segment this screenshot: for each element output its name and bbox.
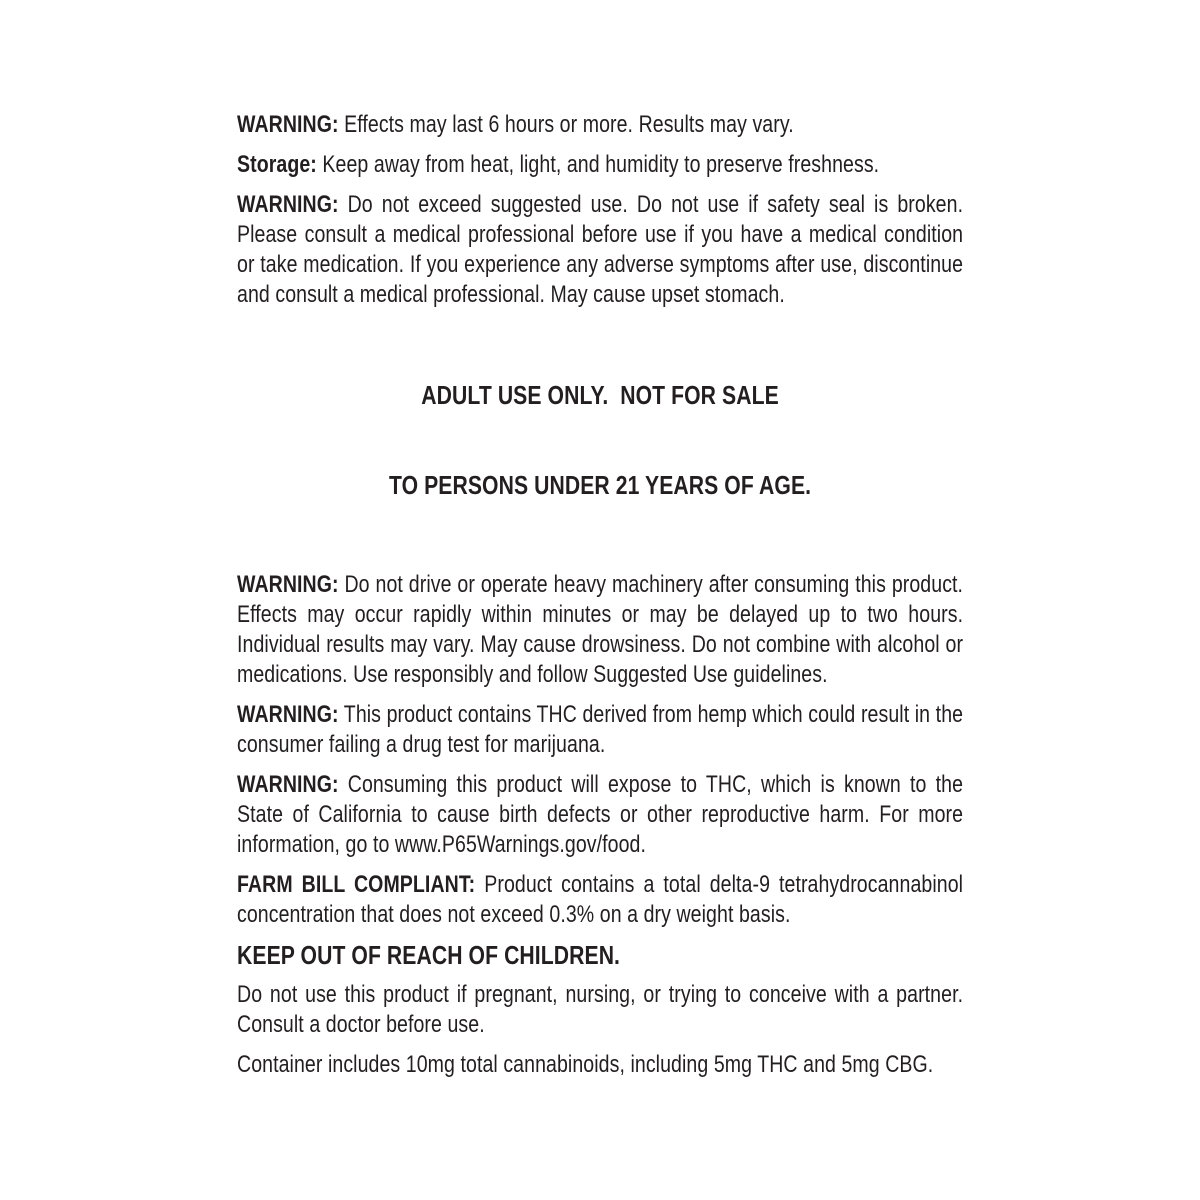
cannabinoid-content-paragraph: [237, 1050, 963, 1080]
warning-suggested-use-paragraph: [237, 190, 963, 310]
warning-prop65-paragraph: [237, 770, 963, 860]
adult-use-heading-line-1: ADULT USE ONLY. NOT FOR SALE: [421, 380, 779, 410]
farm-bill-paragraph: [237, 870, 963, 930]
paragraph-lead: WARNING:: [237, 771, 339, 798]
paragraph-lead: WARNING:: [237, 111, 339, 138]
keep-out-of-reach-heading: KEEP OUT OF REACH OF CHILDREN.: [237, 940, 621, 970]
paragraph-text: Do not use this product if pregnant, nursing, or trying to conceive with a partner. Consult a doctor before use.: [237, 981, 964, 1038]
paragraph-lead: WARNING:: [237, 571, 339, 598]
label-text-block: [237, 110, 963, 1090]
paragraph-text: Do not drive or operate heavy machinery after consuming this product. Effects may occur rapidly within minutes or may be delayed up to two hours. Individual results may vary. May cause drowsiness. Do not combine with alcohol or medications. Use responsibly and follow Suggested Use guidelines.: [237, 571, 964, 688]
paragraph-text: Keep away from heat, light, and humidity to preserve freshness.: [322, 151, 880, 178]
warning-machinery-paragraph: [237, 570, 963, 690]
paragraph-text: This product contains THC derived from hemp which could result in the consumer failing a drug test for marijuana.: [237, 701, 964, 758]
paragraph-text: Consuming this product will expose to THC, which is known to the State of California to cause birth defects or other reproductive harm. For more information, go to www.P65Warnings.gov/food.: [237, 771, 964, 858]
pregnancy-warning-paragraph: [237, 980, 963, 1040]
paragraph-lead: WARNING:: [237, 701, 339, 728]
paragraph-text: Product contains a total delta-9 tetrahydrocannabinol concentration that does not exceed 0.3% on a dry weight basis.: [237, 871, 964, 928]
paragraph-lead: Storage:: [237, 151, 317, 178]
storage-paragraph: [237, 150, 963, 180]
paragraph-lead: WARNING:: [237, 191, 339, 218]
paragraph-text: Container includes 10mg total cannabinoids, including 5mg THC and 5mg CBG.: [237, 1051, 934, 1078]
adult-use-heading-line-2: TO PERSONS UNDER 21 YEARS OF AGE.: [388, 470, 812, 500]
paragraph-lead: FARM BILL COMPLIANT:: [237, 871, 476, 898]
warning-effects-paragraph: [237, 110, 963, 140]
paragraph-text: Effects may last 6 hours or more. Results may vary.: [344, 111, 794, 138]
paragraph-text: Do not exceed suggested use. Do not use if safety seal is broken. Please consult a medical professional before use if you have a medical condition or take medication. If you experience any adverse symptoms after use, discontinue and consult a medical professional. May cause upset stomach.: [237, 191, 964, 308]
adult-use-heading: [237, 320, 963, 560]
warning-drug-test-paragraph: [237, 700, 963, 760]
